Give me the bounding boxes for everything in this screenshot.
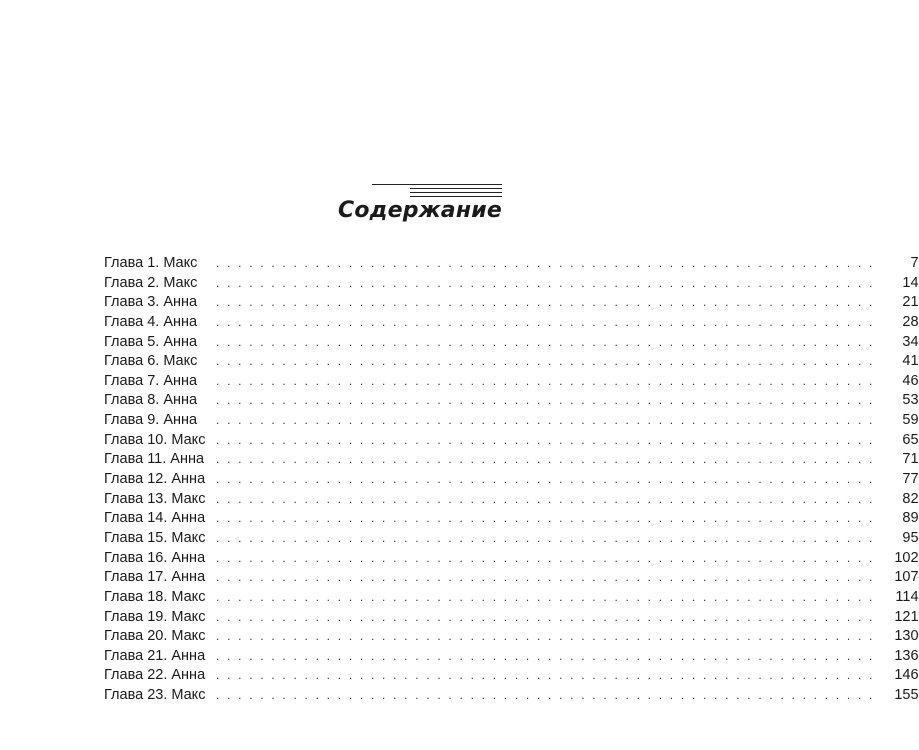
dot-leader: . . . . . . . . . . . . . . . . . . . . . . . . . . . . . . . . . . . . . . . . . . . . . . . . . . . . . . . . . . . . bbox=[216, 648, 875, 663]
toc-entry-page-number: 130 bbox=[894, 628, 919, 645]
toc-entry-label: Глава 8. Анна bbox=[104, 392, 198, 409]
toc-entry[interactable] bbox=[104, 391, 919, 411]
toc-entry-label: Глава 12. Анна bbox=[104, 471, 206, 488]
toc-entry-label: Глава 14. Анна bbox=[104, 510, 206, 527]
toc-entry[interactable] bbox=[104, 274, 919, 294]
dot-leader: . . . . . . . . . . . . . . . . . . . . . . . . . . . . . . . . . . . . . . . . . . . . . . . . . . . . . . . . . . . . bbox=[216, 393, 875, 408]
toc-entry-label: Глава 19. Макс bbox=[104, 608, 206, 625]
dot-leader: . . . . . . . . . . . . . . . . . . . . . . . . . . . . . . . . . . . . . . . . . . . . . . . . . . . . . . . . . . . . bbox=[216, 609, 875, 624]
toc-entry-page-number: 77 bbox=[902, 471, 919, 488]
dot-leader: . . . . . . . . . . . . . . . . . . . . . . . . . . . . . . . . . . . . . . . . . . . . . . . . . . . . . . . . . . . . bbox=[216, 373, 875, 388]
toc-entry[interactable] bbox=[104, 647, 919, 667]
dot-leader: . . . . . . . . . . . . . . . . . . . . . . . . . . . . . . . . . . . . . . . . . . . . . . . . . . . . . . . . . . . . bbox=[216, 314, 875, 329]
toc-entry-page-number: 89 bbox=[902, 510, 919, 527]
toc-entry-page-number: 41 bbox=[902, 353, 919, 370]
toc-entry-page-number: 34 bbox=[902, 333, 919, 350]
toc-entry[interactable] bbox=[104, 372, 919, 392]
toc-entry-label: Глава 17. Анна bbox=[104, 569, 206, 586]
toc-entry[interactable] bbox=[104, 588, 919, 608]
toc-entry[interactable] bbox=[104, 450, 919, 470]
toc-entry-page-number: 114 bbox=[895, 588, 919, 605]
dot-leader: . . . . . . . . . . . . . . . . . . . . . . . . . . . . . . . . . . . . . . . . . . . . . . . . . . . . . . . . . . . . bbox=[216, 530, 875, 545]
toc-entry-label: Глава 4. Анна bbox=[104, 313, 198, 330]
toc-entry[interactable] bbox=[104, 352, 919, 372]
toc-entry-page-number: 95 bbox=[902, 529, 919, 546]
toc-entry-label: Глава 21. Анна bbox=[104, 647, 206, 664]
toc-entry[interactable] bbox=[104, 333, 919, 353]
toc-entry-label: Глава 5. Анна bbox=[104, 333, 198, 350]
toc-entry-label: Глава 22. Анна bbox=[104, 667, 206, 684]
dot-leader: . . . . . . . . . . . . . . . . . . . . . . . . . . . . . . . . . . . . . . . . . . . . . . . . . . . . . . . . . . . . bbox=[216, 295, 875, 310]
dot-leader: . . . . . . . . . . . . . . . . . . . . . . . . . . . . . . . . . . . . . . . . . . . . . . . . . . . . . . . . . . . . bbox=[216, 491, 875, 506]
toc-entry-page-number: 136 bbox=[894, 647, 919, 664]
toc-entry-page-number: 65 bbox=[902, 431, 919, 448]
toc-entry[interactable] bbox=[104, 254, 919, 274]
ornament-line bbox=[372, 184, 502, 185]
toc-entry[interactable] bbox=[104, 293, 919, 313]
dot-leader: . . . . . . . . . . . . . . . . . . . . . . . . . . . . . . . . . . . . . . . . . . . . . . . . . . . . . . . . . . . . bbox=[216, 589, 875, 604]
dot-leader: . . . . . . . . . . . . . . . . . . . . . . . . . . . . . . . . . . . . . . . . . . . . . . . . . . . . . . . . . . . . bbox=[216, 275, 875, 290]
toc-entry-page-number: 121 bbox=[894, 608, 919, 625]
toc-entry[interactable] bbox=[104, 608, 919, 628]
dot-leader: . . . . . . . . . . . . . . . . . . . . . . . . . . . . . . . . . . . . . . . . . . . . . . . . . . . . . . . . . . . . bbox=[216, 256, 875, 270]
toc-entry-label: Глава 9. Анна bbox=[104, 412, 198, 429]
dot-leader: . . . . . . . . . . . . . . . . . . . . . . . . . . . . . . . . . . . . . . . . . . . . . . . . . . . . . . . . . . . . bbox=[216, 570, 875, 585]
toc-entry-page-number: 7 bbox=[910, 255, 919, 271]
toc-entry-label: Глава 20. Макс bbox=[104, 628, 206, 645]
title-ornament-lines bbox=[372, 184, 502, 198]
toc-entry-label: Глава 23. Макс bbox=[104, 687, 206, 704]
dot-leader: . . . . . . . . . . . . . . . . . . . . . . . . . . . . . . . . . . . . . . . . . . . . . . . . . . . . . . . . . . . . bbox=[216, 354, 875, 369]
ornament-line bbox=[410, 192, 502, 193]
toc-entry[interactable] bbox=[104, 411, 919, 431]
toc-entry-label: Глава 13. Макс bbox=[104, 490, 206, 507]
toc-entry-page-number: 102 bbox=[894, 549, 919, 566]
toc-entry[interactable] bbox=[104, 627, 919, 647]
toc-entry[interactable] bbox=[104, 666, 919, 686]
ornament-line bbox=[410, 188, 502, 189]
toc-entry-page-number: 14 bbox=[902, 274, 919, 291]
dot-leader: . . . . . . . . . . . . . . . . . . . . . . . . . . . . . . . . . . . . . . . . . . . . . . . . . . . . . . . . . . . . bbox=[216, 472, 875, 487]
toc-entry[interactable] bbox=[104, 509, 919, 529]
toc-entry[interactable] bbox=[104, 568, 919, 588]
dot-leader: . . . . . . . . . . . . . . . . . . . . . . . . . . . . . . . . . . . . . . . . . . . . . . . . . . . . . . . . . . . . bbox=[216, 550, 875, 565]
toc-entry-page-number: 71 bbox=[902, 451, 919, 468]
dot-leader: . . . . . . . . . . . . . . . . . . . . . . . . . . . . . . . . . . . . . . . . . . . . . . . . . . . . . . . . . . . . bbox=[216, 688, 875, 703]
dot-leader: . . . . . . . . . . . . . . . . . . . . . . . . . . . . . . . . . . . . . . . . . . . . . . . . . . . . . . . . . . . . bbox=[216, 629, 875, 644]
toc-entry-label: Глава 16. Анна bbox=[104, 549, 206, 566]
toc-entry-label: Глава 3. Анна bbox=[104, 294, 198, 311]
toc-entry-page-number: 28 bbox=[902, 313, 919, 330]
table-of-contents bbox=[104, 254, 919, 706]
toc-entry-label: Глава 15. Макс bbox=[104, 529, 206, 546]
toc-entry-label: Глава 2. Макс bbox=[104, 274, 198, 291]
ornament-line bbox=[410, 196, 502, 197]
dot-leader: . . . . . . . . . . . . . . . . . . . . . . . . . . . . . . . . . . . . . . . . . . . . . . . . . . . . . . . . . . . . bbox=[216, 432, 875, 447]
toc-entry-label: Глава 1. Макс bbox=[104, 255, 198, 271]
dot-leader: . . . . . . . . . . . . . . . . . . . . . . . . . . . . . . . . . . . . . . . . . . . . . . . . . . . . . . . . . . . . bbox=[216, 452, 875, 467]
dot-leader: . . . . . . . . . . . . . . . . . . . . . . . . . . . . . . . . . . . . . . . . . . . . . . . . . . . . . . . . . . . . bbox=[216, 668, 875, 683]
toc-entry[interactable] bbox=[104, 431, 919, 451]
toc-entry[interactable] bbox=[104, 313, 919, 333]
dot-leader: . . . . . . . . . . . . . . . . . . . . . . . . . . . . . . . . . . . . . . . . . . . . . . . . . . . . . . . . . . . . bbox=[216, 511, 875, 526]
toc-entry-label: Глава 18. Макс bbox=[104, 588, 206, 605]
toc-entry[interactable] bbox=[104, 549, 919, 569]
toc-entry-page-number: 21 bbox=[902, 294, 919, 311]
toc-entry[interactable] bbox=[104, 686, 919, 706]
toc-entry-label: Глава 7. Анна bbox=[104, 372, 198, 389]
toc-entry[interactable] bbox=[104, 470, 919, 490]
toc-entry-page-number: 46 bbox=[902, 372, 919, 389]
dot-leader: . . . . . . . . . . . . . . . . . . . . . . . . . . . . . . . . . . . . . . . . . . . . . . . . . . . . . . . . . . . . bbox=[216, 334, 875, 349]
toc-entry-page-number: 53 bbox=[902, 392, 919, 409]
toc-entry[interactable] bbox=[104, 529, 919, 549]
toc-entry[interactable] bbox=[104, 490, 919, 510]
toc-entry-label: Глава 10. Макс bbox=[104, 431, 206, 448]
toc-entry-label: Глава 6. Макс bbox=[104, 353, 198, 370]
toc-entry-page-number: 82 bbox=[902, 490, 919, 507]
dot-leader: . . . . . . . . . . . . . . . . . . . . . . . . . . . . . . . . . . . . . . . . . . . . . . . . . . . . . . . . . . . . bbox=[216, 413, 875, 428]
toc-entry-page-number: 107 bbox=[894, 569, 919, 586]
toc-entry-page-number: 59 bbox=[902, 412, 919, 429]
toc-entry-label: Глава 11. Анна bbox=[104, 451, 205, 468]
toc-entry-page-number: 155 bbox=[894, 687, 919, 704]
toc-entry-page-number: 146 bbox=[894, 667, 919, 684]
page-title: Содержание bbox=[338, 198, 502, 223]
